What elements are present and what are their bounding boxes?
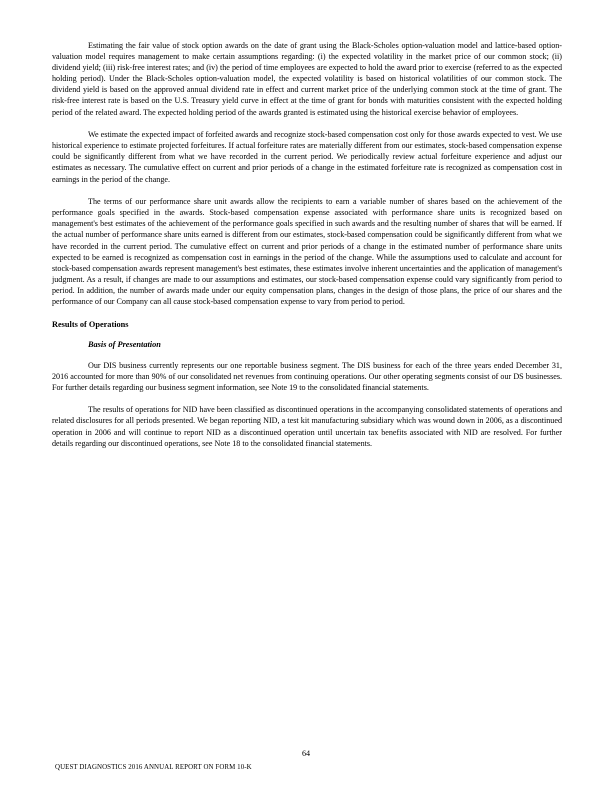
paragraph-dis-business: Our DIS business currently represents our one reportable business segment. The DIS business for each of the three years ended December 31, 2016 accounted for more than 90% of our consolidated net revenues from continuing operations. Our other operating segments consist of our DS businesses. For further details regarding our business segment information, see Note 19 to the consolidated financial statements. xyxy=(52,360,562,392)
page-number: 64 xyxy=(301,749,311,758)
paragraph-forfeited-awards: We estimate the expected impact of forfeited awards and recognize stock-based compensation cost only for those awards expected to vest. We use historical experience to estimate projected forfeitures. If actual forfeiture rates are materially different from our estimates, stock-based compensation expense could be significantly different from what we have recorded in the current period. We periodically review actual forfeiture experience and adjust our estimates as necessary. The cumulative effect on current and prior periods of a change in the estimated forfeiture rate is recognized as compensation cost in earnings in the period of the change. xyxy=(52,130,562,184)
page-content xyxy=(52,40,562,460)
paragraph-nid-discontinued: The results of operations for NID have been classified as discontinued operations in the accompanying consolidated statements of operations and related disclosures for all periods presented. We began reporting NID, a test kit manufacturing subsidiary which was wound down in 2006, as a discontinued operation in 2006 and will continue to report NID as a discontinued operation until uncertain tax benefits associated with NID are resolved. For further details regarding our discontinued operations, see Note 18 to the consolidated financial statements. xyxy=(52,405,562,448)
paragraph-performance-share-units: The terms of our performance share unit awards allow the recipients to earn a variable number of shares based on the achievement of the performance goals specified in the awards. Stock-based compensation expense associated with performance share units is recognized based on management's best estimates of the achievement of the performance goals specified in such awards and the resulting number of shares that will be earned. If the actual number of performance share units earned is different from our estimates, stock-based compensation could be significantly different from what we have recorded in the current period. The cumulative effect on current and prior periods of a change in the estimated number of performance share units expected to be earned is recognized as compensation cost in earnings in the period of the change. While the assumptions used to calculate and account for stock-based compensation awards represent management's best estimates, these estimates involve inherent uncertainties and the application of management's judgment. As a result, if changes are made to our assumptions and estimates, our stock-based compensation expense could vary significantly from period to period. In addition, the number of awards made under our equity compensation plans, changes in the design of those plans, the price of our shares and the performance of our Company can all cause stock-based compensation expense to vary from period to period. xyxy=(52,197,562,306)
section-heading-results-of-operations: Results of Operations xyxy=(52,319,129,329)
subsection-heading-basis-of-presentation: Basis of Presentation xyxy=(88,339,161,349)
footer-document-title: QUEST DIAGNOSTICS 2016 ANNUAL REPORT ON FORM 10-K xyxy=(55,764,252,771)
paragraph-option-valuation: Estimating the fair value of stock option awards on the date of grant using the Black-Scholes option-valuation model and lattice-based option-valuation model requires management to make certain assumptions regarding: (i) the expected volatility in the market price of our common stock; (ii) dividend yield; (iii) risk-free interest rates; and (iv) the period of time employees are expected to hold the award prior to exercise (referred to as the expected holding period). Under the Black-Scholes option-valuation model, the expected volatility is based on historical volatilities of our common stock. The dividend yield is based on the approved annual dividend rate in effect and current market price of the underlying common stock at the time of grant. The risk-free interest rate is based on the U.S. Treasury yield curve in effect at the time of grant for bonds with maturities consistent with the expected holding period of the related award. The expected holding period of the awards granted is estimated using the historical exercise behavior of employees. xyxy=(52,41,562,117)
